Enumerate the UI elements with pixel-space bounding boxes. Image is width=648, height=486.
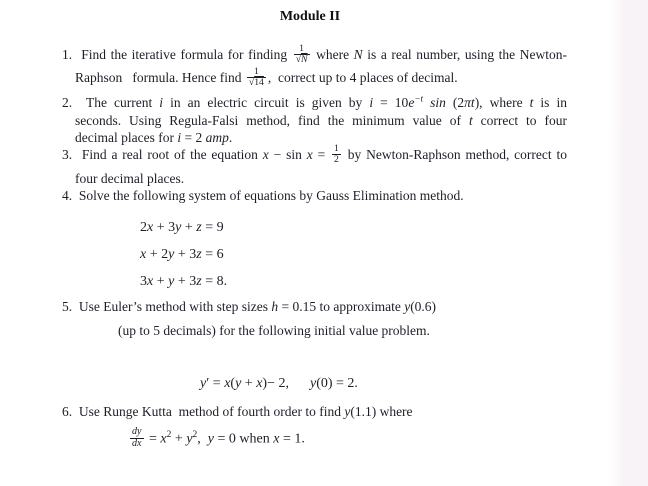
problem-4-equation-2: x + 2y + 3z = 6 — [140, 247, 224, 262]
problem-2-line-3: decimal places for i = 2 amp. — [75, 130, 233, 145]
page-edge-strip — [610, 0, 648, 486]
problem-6-line-1: 6. Use Runge Kutta method of fourth order to find y(1.1) where — [62, 404, 413, 419]
problem-5-line-2: (up to 5 decimals) for the following initial value problem. — [118, 323, 430, 338]
problem-1-line-1: 1. Find the iterative formula for finding $\frac{1}{√N}$ where N is a real number, using the Newton- — [62, 43, 567, 66]
problem-5-line-1: 5. Use Euler’s method with step sizes h = 0.15 to approximate y(0.6) — [62, 299, 437, 314]
problem-3-line-2: four decimal places. — [75, 171, 185, 186]
problem-5-equation: y′ = x(y + x)− 2, y(0) = 2. — [200, 376, 358, 391]
problem-2-line-2: seconds. Using Regula-Falsi method, find the minimum value of t correct to four — [75, 113, 567, 128]
problem-4-equation-3: 3x + y + 3z = 8. — [140, 274, 228, 289]
problem-1-line-2: Raphson formula. Hence find $\frac{1}{√14}$ , correct up to 4 places of decimal. — [75, 66, 458, 89]
page-title: Module II — [279, 9, 341, 24]
problem-6-equation: $\frac{dy}{dx}$ = $x^2 + y^2$, y = 0 when x = 1. — [132, 426, 305, 449]
problem-4-equation-1: 2x + 3y + z = 9 — [140, 220, 224, 235]
problem-4-line-1: 4. Solve the following system of equations by Gauss Elimination method. — [62, 188, 464, 203]
problem-3-line-1: 3. Find a real root of the equation x − sin x = $\frac{1}{2}$ by Newton-Raphson method, correct to — [62, 143, 568, 166]
problem-2-line-1: 2. The current i in an electric circuit is given by $i = 10e^{-t}$ sin (2πt), where t is in — [62, 93, 567, 110]
